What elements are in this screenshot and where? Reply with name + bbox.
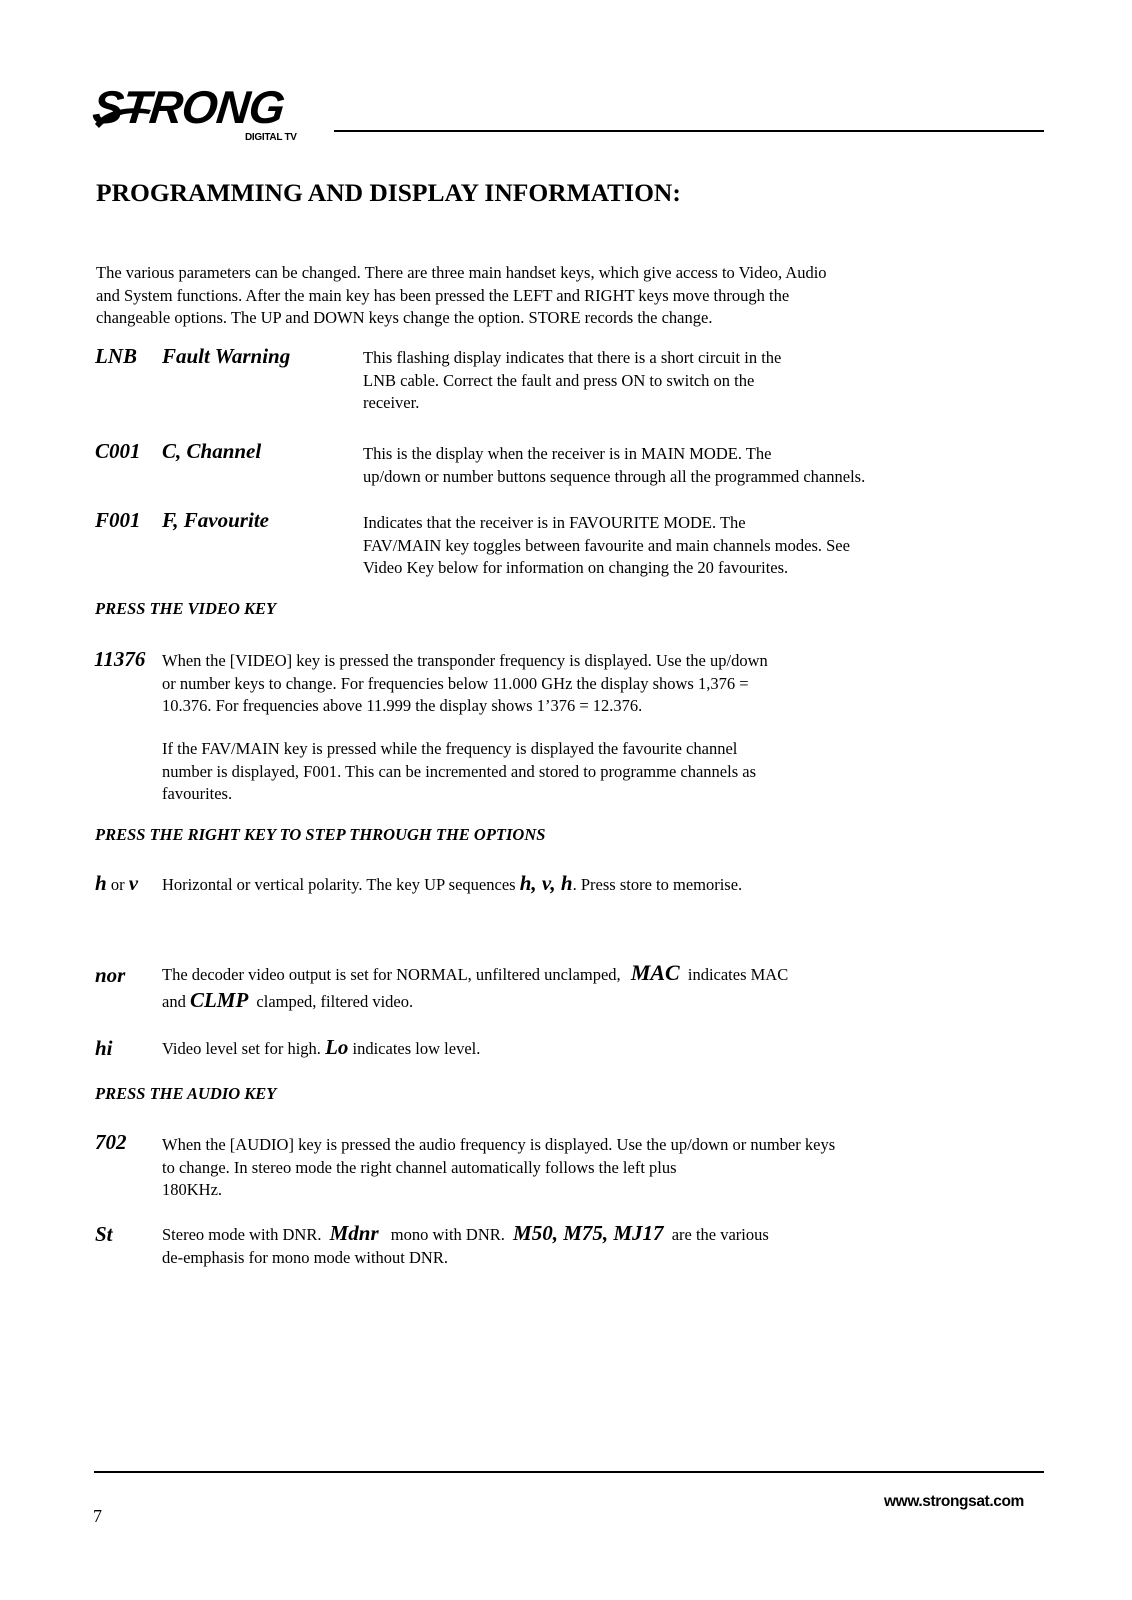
desc-line: receiver. (363, 393, 420, 412)
desc-line: When the [VIDEO] key is pressed the transponder frequency is displayed. Use the up/down (162, 651, 768, 670)
entry-desc-st (162, 1222, 769, 1269)
intro-line: The various parameters can be changed. There are three main handset keys, which give access to Video, Audio (96, 263, 827, 282)
entry-code-st: St (95, 1222, 113, 1246)
desc-text: Video level set for high. (162, 1039, 321, 1058)
entry-code-polarity (95, 872, 138, 897)
desc-text: and (162, 991, 186, 1011)
footer-divider (94, 1471, 1044, 1473)
code-clmp: CLMP (189, 987, 249, 1012)
entry-code-hi: hi (95, 1036, 113, 1060)
desc-text: indicates MAC (687, 965, 789, 984)
entry-name-f001: F, Favourite (162, 508, 269, 532)
desc-line: This flashing display indicates that there is a short circuit in the (363, 348, 782, 367)
entry-code-11376: 11376 (94, 647, 146, 671)
entry-desc-702 (162, 1134, 835, 1202)
intro-line: and System functions. After the main key has been pressed the LEFT and RIGHT keys move through the (96, 285, 790, 305)
entry-desc-c001 (363, 443, 865, 488)
code-or: or (110, 875, 125, 894)
desc-line: 10.376. For frequencies above 11.999 the display shows 1’376 = 12.376. (162, 696, 643, 715)
desc-text: clamped, filtered video. (256, 991, 414, 1011)
desc-line: Video Key below for information on changing the 20 favourites. (363, 558, 789, 577)
entry-desc-f001 (363, 512, 850, 580)
desc-text: Stereo mode with DNR. (162, 1225, 322, 1244)
logo-subtext: DIGITAL TV (245, 132, 297, 143)
desc-text: Horizontal or vertical polarity. The key UP sequences (162, 875, 516, 894)
intro-line: changeable options. The UP and DOWN keys change the option. STORE records the change. (96, 308, 713, 327)
entry-code-f001: F001 (95, 508, 141, 532)
desc-line: to change. In stereo mode the right channel automatically follows the left plus (162, 1157, 677, 1177)
logo-wordmark: STRONG (90, 81, 287, 133)
desc-text: are the various (671, 1225, 769, 1244)
entry-desc-favourite-note (162, 738, 756, 806)
entry-name-lnb: Fault Warning (162, 344, 291, 368)
section-heading-video-key: PRESS THE VIDEO KEY (95, 599, 277, 618)
entry-code-702: 702 (95, 1130, 127, 1154)
header-divider (334, 130, 1044, 132)
desc-line: favourites. (162, 784, 233, 803)
page-number: 7 (93, 1506, 102, 1526)
intro-paragraph (96, 262, 827, 330)
desc-line: FAV/MAIN key toggles between favourite and main channels modes. See (363, 535, 850, 555)
desc-line: 180KHz. (162, 1180, 223, 1199)
section-heading-audio-key: PRESS THE AUDIO KEY (95, 1084, 277, 1103)
desc-line: up/down or number buttons sequence through all the programmed channels. (363, 466, 866, 486)
entry-desc-hi (162, 1036, 480, 1061)
entry-code-nor: nor (95, 963, 126, 987)
desc-text: . Press store to memorise. (572, 875, 743, 894)
desc-text: indicates low level. (352, 1039, 481, 1058)
entry-code-lnb: LNB (95, 344, 137, 368)
page-title: PROGRAMMING AND DISPLAY INFORMATION: (96, 178, 681, 207)
desc-text: mono with DNR. (390, 1225, 505, 1244)
desc-line: If the FAV/MAIN key is pressed while the frequency is displayed the favourite channel (162, 739, 738, 758)
desc-text: de-emphasis for mono mode without DNR. (162, 1247, 448, 1267)
desc-text: The decoder video output is set for NORMAL, unfiltered unclamped, (162, 965, 621, 984)
desc-line: Indicates that the receiver is in FAVOURITE MODE. The (363, 513, 746, 532)
footer-url: www.strongsat.com (884, 1493, 1024, 1510)
polarity-sequence: h, v, h (519, 871, 573, 895)
strong-logo (90, 81, 308, 152)
entry-desc-polarity (162, 872, 742, 897)
code-v: v (128, 871, 139, 895)
entry-code-c001: C001 (95, 439, 141, 463)
code-lo: Lo (325, 1035, 349, 1059)
code-mdnr: Mdnr (329, 1221, 379, 1245)
desc-line: When the [AUDIO] key is pressed the audio frequency is displayed. Use the up/down or number keys (162, 1135, 836, 1154)
code-h: h (95, 871, 107, 895)
entry-desc-nor (162, 962, 788, 1013)
desc-line: number is displayed, F001. This can be incremented and stored to programme channels as (162, 761, 756, 781)
code-mac: MAC (630, 960, 680, 985)
section-heading-right-key: PRESS THE RIGHT KEY TO STEP THROUGH THE OPTIONS (95, 825, 546, 844)
desc-line: or number keys to change. For frequencies below 11.000 GHz the display shows 1,376 = (162, 673, 749, 693)
desc-line: LNB cable. Correct the fault and press ON to switch on the (363, 370, 755, 390)
code-mono-modes: M50, M75, MJ17 (513, 1221, 664, 1245)
entry-desc-11376 (162, 650, 768, 718)
entry-name-c001: C, Channel (162, 439, 262, 463)
desc-line: This is the display when the receiver is in MAIN MODE. The (363, 444, 772, 463)
entry-desc-lnb (363, 347, 781, 415)
